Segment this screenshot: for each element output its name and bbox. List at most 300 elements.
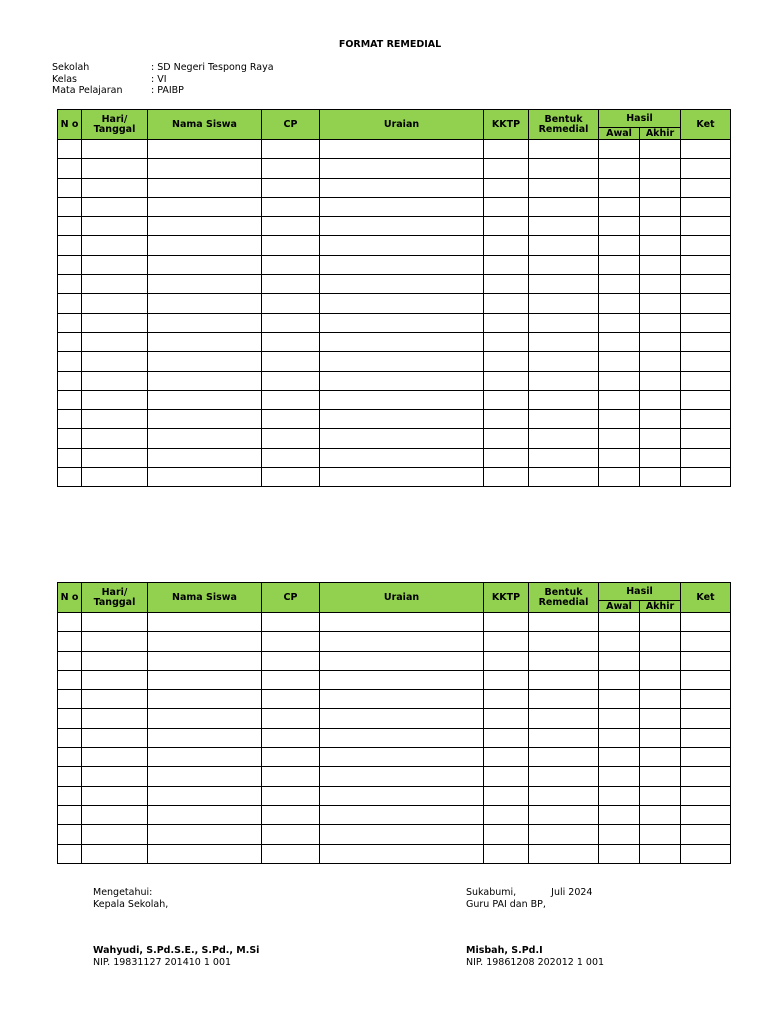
- table-cell[interactable]: [58, 786, 82, 805]
- table-cell[interactable]: [320, 140, 484, 159]
- table-cell[interactable]: [82, 709, 148, 728]
- table-cell[interactable]: [681, 709, 731, 728]
- table-cell[interactable]: [82, 236, 148, 255]
- table-cell[interactable]: [320, 670, 484, 689]
- table-cell[interactable]: [82, 429, 148, 448]
- table-cell[interactable]: [262, 332, 320, 351]
- table-cell[interactable]: [599, 728, 640, 747]
- table-cell[interactable]: [529, 748, 599, 767]
- table-cell[interactable]: [262, 236, 320, 255]
- table-cell[interactable]: [640, 429, 681, 448]
- table-cell[interactable]: [681, 613, 731, 632]
- table-cell[interactable]: [58, 748, 82, 767]
- table-cell[interactable]: [58, 709, 82, 728]
- table-cell[interactable]: [262, 709, 320, 728]
- table-cell[interactable]: [320, 352, 484, 371]
- table-cell[interactable]: [529, 468, 599, 487]
- table-cell[interactable]: [262, 352, 320, 371]
- table-cell[interactable]: [262, 159, 320, 178]
- table-cell[interactable]: [148, 632, 262, 651]
- table-cell[interactable]: [640, 352, 681, 371]
- table-cell[interactable]: [262, 275, 320, 294]
- table-cell[interactable]: [82, 390, 148, 409]
- table-cell[interactable]: [599, 236, 640, 255]
- table-cell[interactable]: [320, 844, 484, 863]
- table-cell[interactable]: [529, 728, 599, 747]
- table-cell[interactable]: [82, 825, 148, 844]
- table-cell[interactable]: [82, 748, 148, 767]
- table-cell[interactable]: [640, 709, 681, 728]
- table-cell[interactable]: [640, 651, 681, 670]
- table-cell[interactable]: [262, 468, 320, 487]
- table-cell[interactable]: [529, 632, 599, 651]
- table-cell[interactable]: [640, 275, 681, 294]
- table-cell[interactable]: [529, 197, 599, 216]
- table-cell[interactable]: [320, 255, 484, 274]
- table-cell[interactable]: [640, 613, 681, 632]
- table-cell[interactable]: [681, 786, 731, 805]
- table-cell[interactable]: [58, 275, 82, 294]
- table-cell[interactable]: [58, 825, 82, 844]
- table-cell[interactable]: [599, 197, 640, 216]
- table-cell[interactable]: [484, 748, 529, 767]
- table-cell[interactable]: [58, 429, 82, 448]
- table-cell[interactable]: [599, 371, 640, 390]
- table-cell[interactable]: [640, 767, 681, 786]
- table-cell[interactable]: [320, 390, 484, 409]
- table-cell[interactable]: [640, 236, 681, 255]
- table-cell[interactable]: [681, 332, 731, 351]
- table-cell[interactable]: [320, 468, 484, 487]
- table-cell[interactable]: [58, 844, 82, 863]
- table-cell[interactable]: [148, 651, 262, 670]
- table-cell[interactable]: [58, 468, 82, 487]
- table-cell[interactable]: [82, 410, 148, 429]
- table-cell[interactable]: [320, 613, 484, 632]
- table-cell[interactable]: [82, 332, 148, 351]
- table-cell[interactable]: [681, 410, 731, 429]
- table-cell[interactable]: [529, 690, 599, 709]
- table-cell[interactable]: [529, 651, 599, 670]
- table-cell[interactable]: [320, 294, 484, 313]
- table-cell[interactable]: [681, 690, 731, 709]
- table-cell[interactable]: [599, 805, 640, 824]
- table-cell[interactable]: [320, 332, 484, 351]
- table-cell[interactable]: [320, 429, 484, 448]
- table-cell[interactable]: [529, 410, 599, 429]
- table-cell[interactable]: [640, 390, 681, 409]
- table-cell[interactable]: [320, 410, 484, 429]
- table-cell[interactable]: [599, 159, 640, 178]
- table-cell[interactable]: [320, 767, 484, 786]
- table-cell[interactable]: [640, 178, 681, 197]
- table-cell[interactable]: [529, 236, 599, 255]
- table-cell[interactable]: [529, 844, 599, 863]
- table-cell[interactable]: [148, 690, 262, 709]
- table-cell[interactable]: [599, 613, 640, 632]
- table-cell[interactable]: [82, 786, 148, 805]
- table-cell[interactable]: [640, 140, 681, 159]
- table-cell[interactable]: [599, 670, 640, 689]
- table-cell[interactable]: [58, 159, 82, 178]
- table-cell[interactable]: [529, 390, 599, 409]
- table-cell[interactable]: [148, 255, 262, 274]
- table-cell[interactable]: [681, 728, 731, 747]
- table-cell[interactable]: [82, 352, 148, 371]
- table-cell[interactable]: [262, 651, 320, 670]
- table-cell[interactable]: [529, 371, 599, 390]
- table-cell[interactable]: [640, 217, 681, 236]
- table-cell[interactable]: [484, 275, 529, 294]
- table-cell[interactable]: [599, 468, 640, 487]
- table-cell[interactable]: [599, 352, 640, 371]
- table-cell[interactable]: [148, 844, 262, 863]
- table-cell[interactable]: [484, 825, 529, 844]
- table-cell[interactable]: [148, 448, 262, 467]
- table-cell[interactable]: [484, 844, 529, 863]
- table-cell[interactable]: [82, 651, 148, 670]
- table-cell[interactable]: [681, 632, 731, 651]
- table-cell[interactable]: [484, 670, 529, 689]
- table-cell[interactable]: [320, 159, 484, 178]
- table-cell[interactable]: [681, 390, 731, 409]
- table-cell[interactable]: [320, 371, 484, 390]
- table-cell[interactable]: [320, 178, 484, 197]
- table-cell[interactable]: [681, 275, 731, 294]
- table-cell[interactable]: [58, 197, 82, 216]
- table-cell[interactable]: [262, 371, 320, 390]
- table-cell[interactable]: [82, 767, 148, 786]
- table-cell[interactable]: [320, 709, 484, 728]
- table-cell[interactable]: [484, 613, 529, 632]
- table-cell[interactable]: [681, 313, 731, 332]
- table-cell[interactable]: [640, 197, 681, 216]
- table-cell[interactable]: [681, 255, 731, 274]
- table-cell[interactable]: [82, 690, 148, 709]
- table-cell[interactable]: [529, 670, 599, 689]
- table-cell[interactable]: [82, 255, 148, 274]
- table-cell[interactable]: [529, 178, 599, 197]
- table-cell[interactable]: [82, 275, 148, 294]
- table-cell[interactable]: [320, 275, 484, 294]
- table-cell[interactable]: [484, 632, 529, 651]
- table-cell[interactable]: [58, 371, 82, 390]
- table-cell[interactable]: [58, 217, 82, 236]
- table-cell[interactable]: [599, 825, 640, 844]
- table-cell[interactable]: [148, 825, 262, 844]
- table-cell[interactable]: [58, 613, 82, 632]
- table-cell[interactable]: [484, 805, 529, 824]
- table-cell[interactable]: [681, 159, 731, 178]
- table-cell[interactable]: [58, 632, 82, 651]
- table-cell[interactable]: [58, 805, 82, 824]
- table-cell[interactable]: [82, 140, 148, 159]
- table-cell[interactable]: [148, 613, 262, 632]
- table-cell[interactable]: [681, 670, 731, 689]
- table-cell[interactable]: [148, 390, 262, 409]
- table-cell[interactable]: [529, 429, 599, 448]
- table-cell[interactable]: [640, 805, 681, 824]
- table-cell[interactable]: [148, 236, 262, 255]
- table-cell[interactable]: [640, 670, 681, 689]
- table-cell[interactable]: [484, 313, 529, 332]
- table-cell[interactable]: [262, 255, 320, 274]
- table-cell[interactable]: [148, 275, 262, 294]
- table-cell[interactable]: [148, 371, 262, 390]
- table-cell[interactable]: [681, 468, 731, 487]
- table-cell[interactable]: [640, 448, 681, 467]
- table-cell[interactable]: [681, 651, 731, 670]
- table-cell[interactable]: [262, 429, 320, 448]
- table-cell[interactable]: [320, 651, 484, 670]
- table-cell[interactable]: [148, 468, 262, 487]
- table-cell[interactable]: [82, 217, 148, 236]
- table-cell[interactable]: [58, 410, 82, 429]
- table-cell[interactable]: [148, 159, 262, 178]
- table-cell[interactable]: [58, 140, 82, 159]
- table-cell[interactable]: [58, 728, 82, 747]
- table-cell[interactable]: [148, 767, 262, 786]
- table-cell[interactable]: [529, 217, 599, 236]
- table-cell[interactable]: [640, 786, 681, 805]
- table-cell[interactable]: [640, 255, 681, 274]
- table-cell[interactable]: [82, 294, 148, 313]
- table-cell[interactable]: [320, 217, 484, 236]
- table-cell[interactable]: [262, 613, 320, 632]
- table-cell[interactable]: [262, 805, 320, 824]
- table-cell[interactable]: [599, 786, 640, 805]
- table-cell[interactable]: [148, 313, 262, 332]
- table-cell[interactable]: [681, 371, 731, 390]
- table-cell[interactable]: [681, 844, 731, 863]
- table-cell[interactable]: [262, 767, 320, 786]
- table-cell[interactable]: [484, 448, 529, 467]
- table-cell[interactable]: [58, 767, 82, 786]
- table-cell[interactable]: [148, 429, 262, 448]
- table-cell[interactable]: [640, 332, 681, 351]
- table-cell[interactable]: [484, 651, 529, 670]
- table-cell[interactable]: [599, 390, 640, 409]
- table-cell[interactable]: [640, 748, 681, 767]
- table-cell[interactable]: [148, 410, 262, 429]
- table-cell[interactable]: [529, 786, 599, 805]
- table-cell[interactable]: [82, 613, 148, 632]
- table-cell[interactable]: [148, 670, 262, 689]
- table-cell[interactable]: [681, 217, 731, 236]
- table-cell[interactable]: [148, 786, 262, 805]
- table-cell[interactable]: [529, 448, 599, 467]
- table-cell[interactable]: [262, 140, 320, 159]
- table-cell[interactable]: [529, 352, 599, 371]
- table-cell[interactable]: [599, 690, 640, 709]
- table-cell[interactable]: [148, 748, 262, 767]
- table-cell[interactable]: [320, 728, 484, 747]
- table-cell[interactable]: [82, 178, 148, 197]
- table-cell[interactable]: [82, 468, 148, 487]
- table-cell[interactable]: [484, 140, 529, 159]
- table-cell[interactable]: [262, 217, 320, 236]
- table-cell[interactable]: [262, 690, 320, 709]
- table-cell[interactable]: [484, 352, 529, 371]
- table-cell[interactable]: [681, 767, 731, 786]
- table-cell[interactable]: [82, 805, 148, 824]
- table-cell[interactable]: [148, 805, 262, 824]
- table-cell[interactable]: [681, 236, 731, 255]
- table-cell[interactable]: [484, 217, 529, 236]
- table-cell[interactable]: [320, 448, 484, 467]
- table-cell[interactable]: [262, 178, 320, 197]
- table-cell[interactable]: [320, 690, 484, 709]
- table-cell[interactable]: [58, 236, 82, 255]
- table-cell[interactable]: [262, 844, 320, 863]
- table-cell[interactable]: [262, 825, 320, 844]
- table-cell[interactable]: [484, 728, 529, 747]
- table-cell[interactable]: [484, 294, 529, 313]
- table-cell[interactable]: [529, 159, 599, 178]
- table-cell[interactable]: [320, 236, 484, 255]
- table-cell[interactable]: [640, 294, 681, 313]
- table-cell[interactable]: [681, 825, 731, 844]
- table-cell[interactable]: [599, 255, 640, 274]
- table-cell[interactable]: [640, 844, 681, 863]
- table-cell[interactable]: [640, 728, 681, 747]
- table-cell[interactable]: [529, 140, 599, 159]
- table-cell[interactable]: [640, 159, 681, 178]
- table-cell[interactable]: [320, 313, 484, 332]
- table-cell[interactable]: [58, 294, 82, 313]
- table-cell[interactable]: [320, 786, 484, 805]
- table-cell[interactable]: [82, 448, 148, 467]
- table-cell[interactable]: [681, 805, 731, 824]
- table-cell[interactable]: [58, 390, 82, 409]
- table-cell[interactable]: [320, 632, 484, 651]
- table-cell[interactable]: [484, 255, 529, 274]
- table-cell[interactable]: [484, 786, 529, 805]
- table-cell[interactable]: [599, 429, 640, 448]
- table-cell[interactable]: [599, 448, 640, 467]
- table-cell[interactable]: [262, 448, 320, 467]
- table-cell[interactable]: [529, 275, 599, 294]
- table-cell[interactable]: [599, 709, 640, 728]
- table-cell[interactable]: [599, 275, 640, 294]
- table-cell[interactable]: [484, 236, 529, 255]
- table-cell[interactable]: [58, 448, 82, 467]
- table-cell[interactable]: [484, 690, 529, 709]
- table-cell[interactable]: [599, 140, 640, 159]
- table-cell[interactable]: [681, 352, 731, 371]
- table-cell[interactable]: [484, 429, 529, 448]
- table-cell[interactable]: [529, 294, 599, 313]
- table-cell[interactable]: [529, 805, 599, 824]
- table-cell[interactable]: [529, 825, 599, 844]
- table-cell[interactable]: [599, 178, 640, 197]
- table-cell[interactable]: [681, 294, 731, 313]
- table-cell[interactable]: [320, 805, 484, 824]
- table-cell[interactable]: [599, 748, 640, 767]
- table-cell[interactable]: [640, 690, 681, 709]
- table-cell[interactable]: [640, 632, 681, 651]
- table-cell[interactable]: [148, 332, 262, 351]
- table-cell[interactable]: [484, 767, 529, 786]
- table-cell[interactable]: [82, 197, 148, 216]
- table-cell[interactable]: [529, 709, 599, 728]
- table-cell[interactable]: [58, 690, 82, 709]
- table-cell[interactable]: [58, 651, 82, 670]
- table-cell[interactable]: [599, 332, 640, 351]
- table-cell[interactable]: [599, 217, 640, 236]
- table-cell[interactable]: [262, 748, 320, 767]
- table-cell[interactable]: [58, 332, 82, 351]
- table-cell[interactable]: [320, 197, 484, 216]
- table-cell[interactable]: [320, 748, 484, 767]
- table-cell[interactable]: [82, 313, 148, 332]
- table-cell[interactable]: [58, 255, 82, 274]
- table-cell[interactable]: [82, 728, 148, 747]
- table-cell[interactable]: [58, 178, 82, 197]
- table-cell[interactable]: [262, 294, 320, 313]
- table-cell[interactable]: [529, 313, 599, 332]
- table-cell[interactable]: [82, 670, 148, 689]
- table-cell[interactable]: [82, 371, 148, 390]
- table-cell[interactable]: [82, 844, 148, 863]
- table-cell[interactable]: [599, 651, 640, 670]
- table-cell[interactable]: [148, 728, 262, 747]
- table-cell[interactable]: [484, 468, 529, 487]
- table-cell[interactable]: [484, 178, 529, 197]
- table-cell[interactable]: [599, 844, 640, 863]
- table-cell[interactable]: [529, 613, 599, 632]
- table-cell[interactable]: [484, 332, 529, 351]
- table-cell[interactable]: [262, 410, 320, 429]
- table-cell[interactable]: [681, 429, 731, 448]
- table-cell[interactable]: [599, 632, 640, 651]
- table-cell[interactable]: [681, 140, 731, 159]
- table-cell[interactable]: [148, 294, 262, 313]
- table-cell[interactable]: [484, 371, 529, 390]
- table-cell[interactable]: [681, 197, 731, 216]
- table-cell[interactable]: [262, 313, 320, 332]
- table-cell[interactable]: [484, 159, 529, 178]
- table-cell[interactable]: [58, 352, 82, 371]
- table-cell[interactable]: [262, 728, 320, 747]
- table-cell[interactable]: [681, 748, 731, 767]
- table-cell[interactable]: [148, 352, 262, 371]
- table-cell[interactable]: [262, 197, 320, 216]
- table-cell[interactable]: [148, 709, 262, 728]
- table-cell[interactable]: [599, 767, 640, 786]
- table-cell[interactable]: [262, 632, 320, 651]
- table-cell[interactable]: [529, 332, 599, 351]
- table-cell[interactable]: [681, 178, 731, 197]
- table-cell[interactable]: [82, 632, 148, 651]
- table-cell[interactable]: [148, 197, 262, 216]
- table-cell[interactable]: [640, 410, 681, 429]
- table-cell[interactable]: [262, 390, 320, 409]
- table-cell[interactable]: [640, 313, 681, 332]
- table-cell[interactable]: [148, 140, 262, 159]
- table-cell[interactable]: [599, 410, 640, 429]
- table-cell[interactable]: [640, 371, 681, 390]
- table-cell[interactable]: [484, 709, 529, 728]
- table-cell[interactable]: [484, 197, 529, 216]
- table-cell[interactable]: [262, 670, 320, 689]
- table-cell[interactable]: [529, 255, 599, 274]
- table-cell[interactable]: [484, 410, 529, 429]
- table-cell[interactable]: [640, 468, 681, 487]
- table-cell[interactable]: [599, 313, 640, 332]
- table-cell[interactable]: [58, 670, 82, 689]
- table-cell[interactable]: [484, 390, 529, 409]
